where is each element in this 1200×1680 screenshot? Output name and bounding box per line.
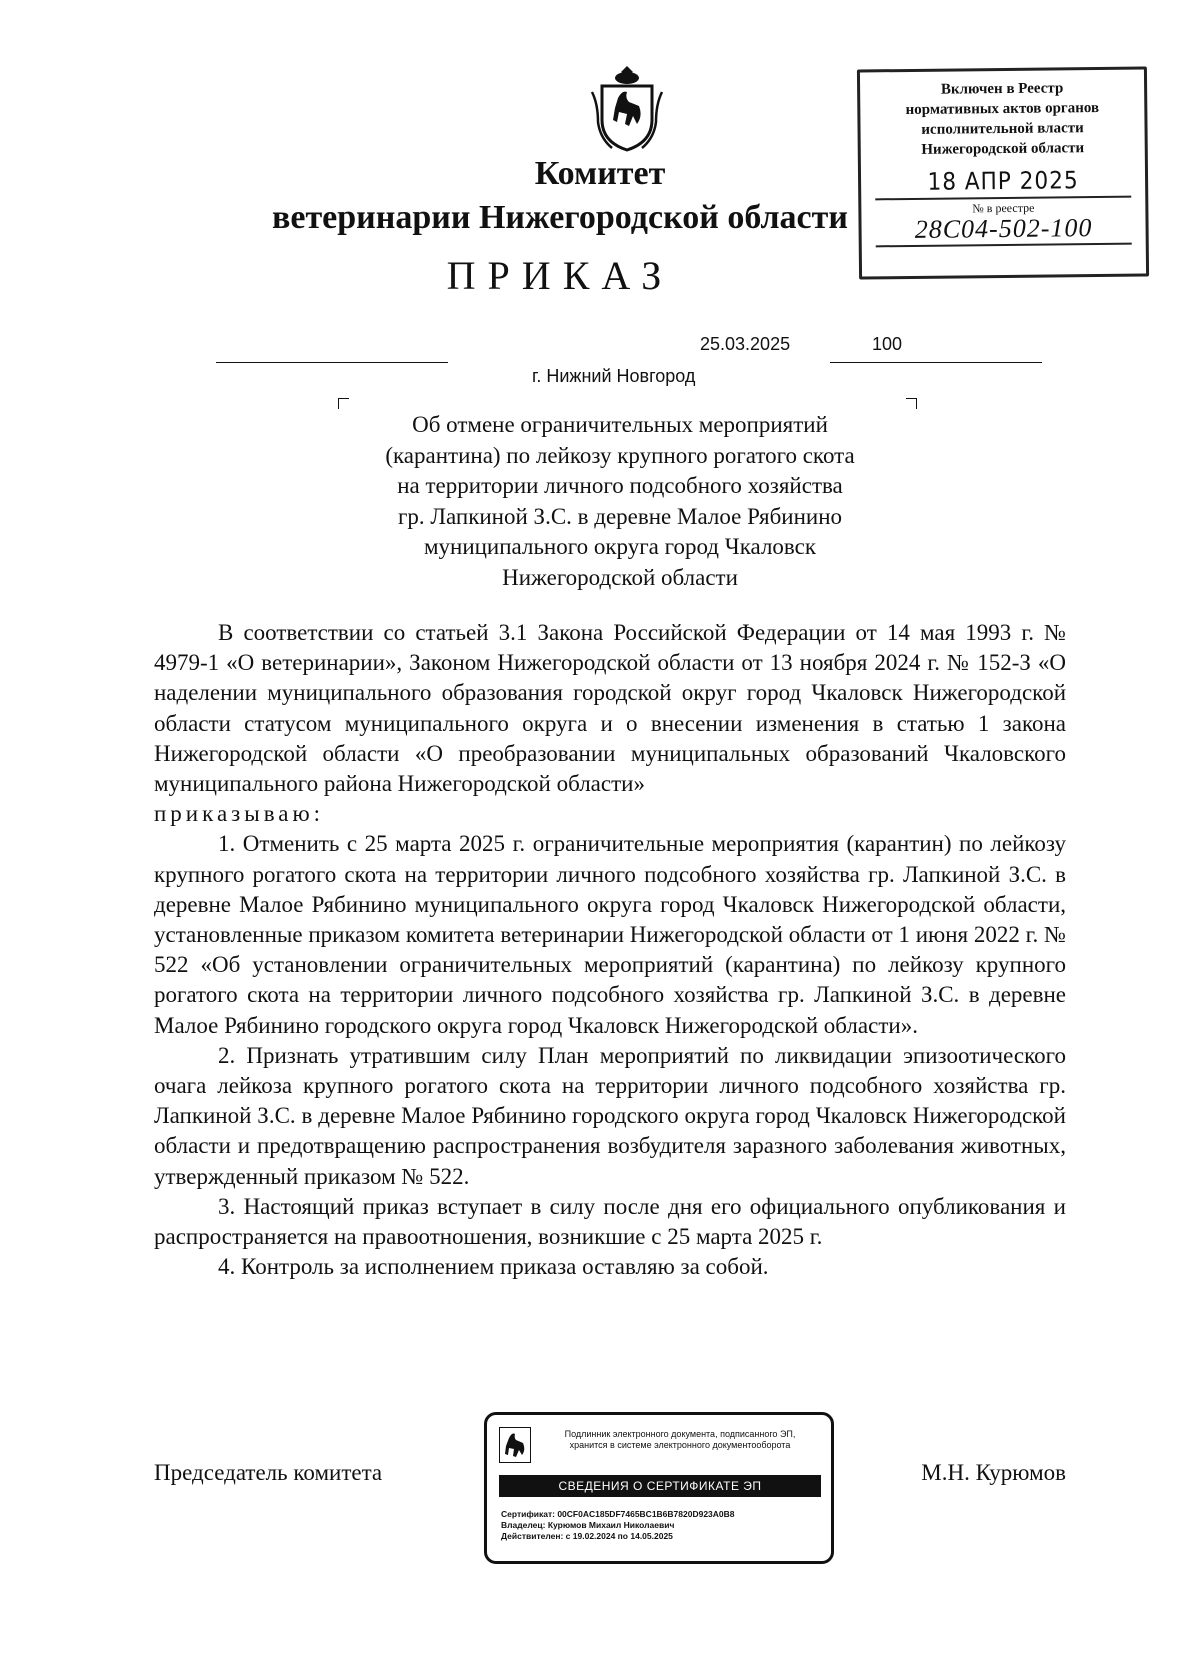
registry-stamp-line: Нижегородской области [921, 140, 1085, 158]
eds-title-bar: СВЕДЕНИЯ О СЕРТИФИКАТЕ ЭП [499, 1475, 821, 1497]
eds-note-line: хранится в системе электронного документооборота [569, 1440, 791, 1450]
org-title-line1: Комитет [534, 155, 666, 192]
preamble-paragraph: В соответствии со статьей 3.1 Закона Российской Федерации от 14 мая 1993 г. № 4979-1 «О ветеринарии», Законом Нижегородской области от 13 ноября 2024 г. № 152-З «О наделении муниципального образования городской округ город Чкаловск Нижегородской области статусом муниципального округа и о внесении изменения в статью 1 закона Нижегородской области «О преобразовании муниципальных образований Чкаловского муниципального района Нижегородской области» [154, 620, 1066, 797]
document-date: 25.03.2025 [700, 334, 791, 354]
order-item-3: 3. Настоящий приказ вступает в силу после дня его официального опубликования и распространяется на правоотношения, возникшие с 25 марта 2025 г. [154, 1193, 1066, 1250]
registry-stamp-line: нормативных актов органов [905, 99, 1100, 119]
signatory-name: М.Н. Курюмов [921, 1460, 1066, 1485]
subject-line: на территории личного подсобного хозяйства [397, 473, 843, 498]
order-item-1: 1. Отменить с 25 марта 2025 г. ограничительные мероприятия (карантин) по лейкозу крупного рогатого скота на территории личного подсобного хозяйства гр. Лапкиной З.С. в деревне Малое Рябинино муниципального округа город Чкаловск Нижегородской области, установленные приказом комитета ветеринарии Нижегородской области от 1 июня 2022 г. № 522 «Об установлении ограничительных мероприятий (карантина) по лейкозу крупного рогатого скота на территории личного подсобного хозяйства гр. Лапкиной З.С. в деревне Малое Рябинино городского округа город Чкаловск Нижегородской области». [154, 831, 1066, 1038]
coat-of-arms-emblem [588, 62, 666, 154]
subject-line: гр. Лапкиной З.С. в деревне Малое Рябинино [397, 503, 843, 529]
eds-note [535, 1429, 825, 1451]
eds-certificate: Сертификат: 00CF0AC185DF7465BC1B6B7820D923A0B8 [501, 1509, 735, 1519]
subject-line: Нижегородской области [502, 564, 738, 590]
order-word: приказываю: [154, 801, 325, 827]
document-type: ПРИКАЗ [446, 253, 674, 298]
subject-line: (карантина) по лейкозу крупного рогатого скота [385, 442, 855, 468]
subject-line: Об отмене ограничительных мероприятий [412, 412, 828, 437]
registry-stamp-text [860, 78, 1145, 161]
order-item-4: 4. Контроль за исполнением приказа оставляю за собой. [218, 1254, 769, 1280]
eds-owner: Владелец: Курюмов Михаил Николаевич [501, 1520, 675, 1530]
subject-corner-mark [906, 398, 917, 409]
eds-note-line: Подлинник электронного документа, подписанного ЭП, [564, 1429, 796, 1439]
order-item-2: 2. Признать утратившим силу План мероприятий по ликвидации эпизоотического очага лейкоза крупного рогатого скота на территории личного подсобного хозяйства гр. Лапкиной З.С. в деревне Малое Рябинино городского округа город Чкаловск Нижегородской области и предотвращению распространения возбудителя заразного заболевания животных, утвержденный приказом № 522. [154, 1042, 1066, 1189]
electronic-signature-stamp [484, 1412, 834, 1564]
eds-validity: Действителен: с 19.02.2024 по 14.05.2025 [501, 1531, 673, 1541]
eds-certificate-details [501, 1509, 823, 1542]
subject-corner-mark [338, 398, 349, 409]
signatory-position: Председатель комитета [154, 1460, 383, 1485]
org-title-line2: ветеринарии Нижегородской области [272, 199, 848, 236]
date-underline [216, 362, 448, 363]
document-city: г. Нижний Новгород [532, 366, 696, 386]
registry-stamp-line: исполнительной власти [921, 120, 1084, 138]
deer-emblem-icon [499, 1427, 531, 1463]
number-underline [830, 362, 1042, 363]
registry-number-label: № в реестре [972, 200, 1035, 216]
registry-stamp-line: Включен в Реестр [940, 80, 1064, 98]
document-number: 100 [872, 334, 903, 354]
registry-number: 28С04-502-100 [914, 213, 1093, 244]
date-number-row [0, 334, 1200, 364]
eds-header [499, 1427, 821, 1463]
document-subject [300, 410, 940, 593]
subject-line: муниципального округа город Чкаловск [423, 534, 817, 559]
document-body [154, 618, 1066, 1282]
registry-stamp-date: 18 АПР 2025 [927, 166, 1079, 196]
registry-stamp [857, 66, 1149, 279]
